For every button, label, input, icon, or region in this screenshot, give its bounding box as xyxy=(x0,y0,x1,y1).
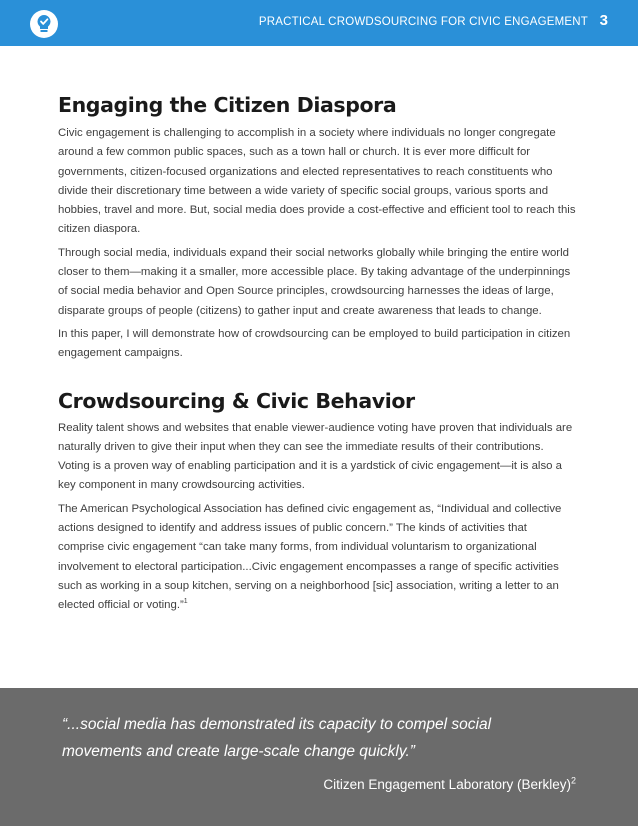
lightbulb-check-icon xyxy=(29,9,59,39)
running-header: PRACTICAL CROWDSOURCING FOR CIVIC ENGAGEMENT xyxy=(258,16,588,28)
paragraph: Reality talent shows and websites that enable viewer-audience voting have proven that individuals are naturally driven to give their input when they can see the immediate results of their contributions. Voting is a proven way of enabling participation and it is a yardstick of civic engagement—it is also a key component in many crowdsourcing activities. xyxy=(58,421,573,492)
footnote-mark[interactable]: 2 xyxy=(570,775,576,786)
paragraph: In this paper, I will demonstrate how of crowdsourcing can be employed to build participation in citizen engagement campaigns. xyxy=(58,327,571,360)
quote-source-name: Citizen Engagement Laboratory (Berkley) xyxy=(323,777,571,792)
paragraph: Through social media, individuals expand their social networks globally while bringing the entire world closer to them—making it a smaller, more accessible place. By taking advantage of the underpinnings of social media behavior and Open Source principles, crowdsourcing harnesses the ideas of large, disparate groups of people (citizens) to gather input and create awareness that leads to change. xyxy=(58,246,571,317)
quote-text: “...social media has demonstrated its capacity to compel social movements and create large-scale change quickly.” xyxy=(62,716,492,760)
header-bar xyxy=(0,0,638,46)
main-content xyxy=(58,92,576,620)
section-title-engaging: Engaging the Citizen Diaspora xyxy=(58,93,397,117)
page-number: 3 xyxy=(599,12,608,29)
section-title-crowdsourcing: Crowdsourcing & Civic Behavior xyxy=(58,388,415,413)
pull-quote xyxy=(0,688,638,826)
paragraph-with-footnote xyxy=(58,500,576,616)
footnote-mark[interactable]: 1 xyxy=(183,598,188,606)
quote-source xyxy=(323,777,576,792)
paragraph: Civic engagement is challenging to accomplish in a society where individuals no longer congregate around a few common public spaces, such as a town hall or church. It is ever more difficult for governments, citizen-focused organizations and elected representatives to reach constituents who divide their discretionary time between a wide variety of specific social groups, various sports and hobbies, travel and more. But, social media does provide a cost-effective and efficient tool to reach this citizen diaspora. xyxy=(58,127,576,236)
paragraph-text: The American Psychological Association has defined civic engagement as, “Individual and collective actions designed to identify and address issues of public concern.” The kinds of activities that comprise civic engagement “can take many forms, from individual voluntarism to organizational involvement to electoral participation...Civic engagement encompasses a range of specific activities such as working in a soup kitchen, serving on a neighborhood [sic] association, writing a letter to an elected official or voting.” xyxy=(58,502,562,612)
